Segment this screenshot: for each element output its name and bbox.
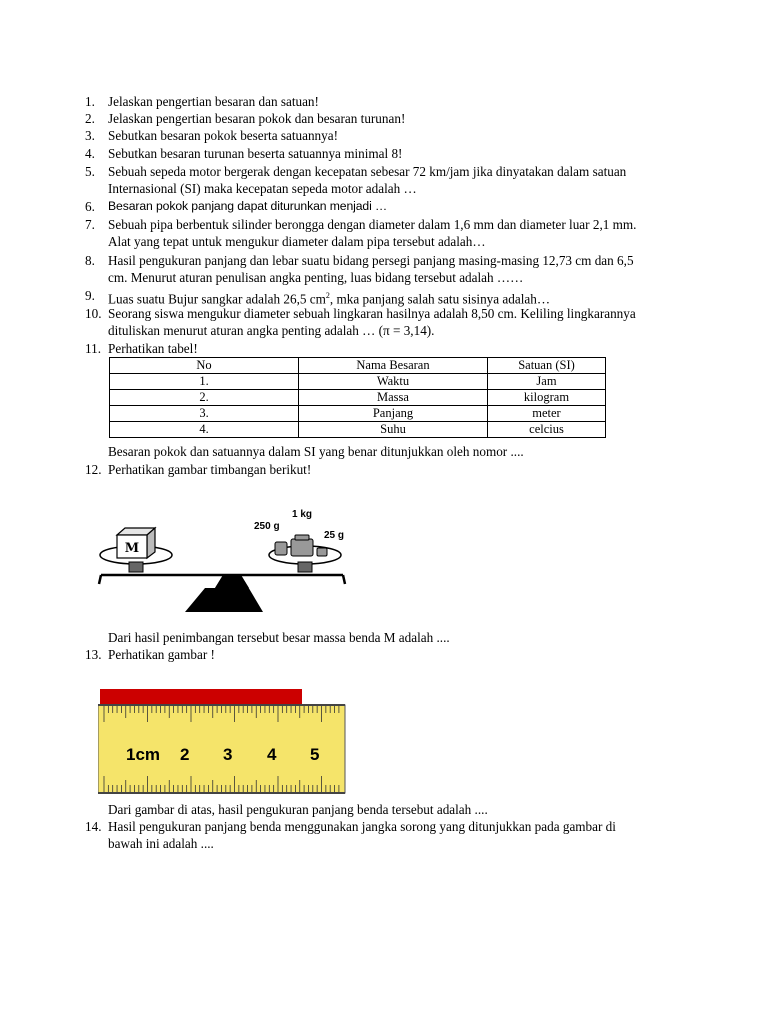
table-cell: 3. (110, 406, 299, 422)
question-text: Sebutkan besaran pokok beserta satuannya! (108, 128, 338, 143)
question-number: 10. (85, 306, 102, 321)
table-header-cell: Satuan (SI) (488, 358, 606, 374)
question-text: Hasil pengukuran panjang benda menggunakan jangka sorong yang ditunjukkan pada gambar di (108, 819, 616, 834)
weight-label-250g: 250 g (254, 521, 280, 532)
table-cell: celcius (488, 422, 606, 438)
table-cell: Waktu (299, 374, 488, 390)
table-row (110, 406, 606, 422)
ruler-label-1cm: 1cm (126, 745, 161, 764)
ruler-label-4: 4 (267, 745, 277, 764)
table-cell: 2. (110, 390, 299, 406)
table-row (110, 390, 606, 406)
table-cell: 4. (110, 422, 299, 438)
question-text: Hasil pengukuran panjang dan lebar suatu bidang persegi panjang masing-masing 12,73 cm dan 6,5 (108, 253, 634, 268)
table-cell: Panjang (299, 406, 488, 422)
question-number: 3. (85, 128, 95, 143)
question-text: Seorang siswa mengukur diameter sebuah lingkaran hasilnya adalah 8,50 cm. Keliling lingkarannya (108, 306, 636, 321)
table-header-cell: Nama Besaran (299, 358, 488, 374)
question-number: 8. (85, 253, 95, 268)
question-text: Besaran pokok panjang dapat diturunkan menjadi … (108, 199, 388, 213)
beam-end-right (343, 575, 345, 584)
question-text-cont: dituliskan menurut aturan angka penting adalah … (π = 3,14). (108, 323, 435, 338)
question-text-cont: cm. Menurut aturan penulisan angka penting, luas bidang tersebut adalah …… (108, 270, 524, 285)
question-number: 1. (85, 94, 95, 109)
ruler-question: Dari gambar di atas, hasil pengukuran panjang benda tersebut adalah .... (108, 802, 488, 817)
weight-label-25g: 25 g (324, 530, 345, 541)
balance-scale-figure (95, 500, 355, 618)
question-text: Sebuah pipa berbentuk silinder berongga dengan diameter dalam 1,6 mm dan diameter luar 2,1 mm. (108, 217, 637, 232)
question-text-pre: Luas suatu Bujur sangkar adalah 26,5 cm (108, 291, 326, 307)
question-number: 2. (85, 111, 95, 126)
question-text: Sebuah sepeda motor bergerak dengan kecepatan sebesar 72 km/jam jika dinyatakan dalam satuan (108, 164, 627, 179)
question-text: Perhatikan gambar timbangan berikut! (108, 462, 312, 477)
beam-end-left (99, 575, 101, 584)
mass-m-label: M (124, 541, 140, 556)
table-header-cell: No (110, 358, 299, 374)
weight-label-1kg: 1 kg (292, 509, 313, 520)
question-text: Perhatikan gambar ! (108, 647, 215, 662)
question-text: Sebutkan besaran turunan beserta satuannya minimal 8! (108, 146, 403, 161)
table-cell: Jam (488, 374, 606, 390)
question-text-cont: bawah ini adalah .... (108, 836, 214, 851)
ruler-figure (98, 687, 348, 797)
ruler-label-5: 5 (310, 745, 320, 764)
table-cell: meter (488, 406, 606, 422)
table-row (110, 374, 606, 390)
question-text: Perhatikan tabel! (108, 341, 198, 356)
table-cell: Massa (299, 390, 488, 406)
measured-object-bar (100, 689, 302, 704)
balance-question: Dari hasil penimbangan tersebut besar massa benda M adalah .... (108, 630, 450, 645)
question-number: 9. (85, 288, 95, 303)
question-number: 4. (85, 146, 95, 161)
table-row (110, 422, 606, 438)
question-text-post: , mka panjang salah satu sisinya adalah… (329, 291, 551, 307)
question-text: Jelaskan pengertian besaran pokok dan besaran turunan! (108, 111, 406, 126)
table-caption: Besaran pokok dan satuannya dalam SI yang benar ditunjukkan oleh nomor .... (108, 444, 524, 459)
weight-1kg (291, 539, 313, 556)
question-number: 14. (85, 819, 102, 834)
weight-25g (317, 548, 327, 556)
question-number: 13. (85, 647, 102, 662)
table-cell: 1. (110, 374, 299, 390)
question-number: 5. (85, 164, 95, 179)
question-text: Jelaskan pengertian besaran dan satuan! (108, 94, 319, 109)
question-text-cont: Internasional (SI) maka kecepatan sepeda motor adalah … (108, 181, 417, 196)
question-text-cont: Alat yang tepat untuk mengukur diameter dalam pipa tersebut adalah… (108, 234, 486, 249)
table-cell: kilogram (488, 390, 606, 406)
question-number: 6. (85, 199, 95, 214)
question-number: 7. (85, 217, 95, 232)
besaran-table (109, 357, 606, 438)
superscript: 2 (325, 291, 330, 300)
table-header-row (110, 358, 606, 374)
ruler-label-2: 2 (180, 745, 190, 764)
left-pan-post (129, 562, 143, 572)
table-cell: Suhu (299, 422, 488, 438)
weight-250g (275, 542, 287, 555)
right-pan-post (298, 562, 312, 572)
question-number: 11. (85, 341, 101, 356)
ruler-label-3: 3 (223, 745, 233, 764)
question-number: 12. (85, 462, 102, 477)
